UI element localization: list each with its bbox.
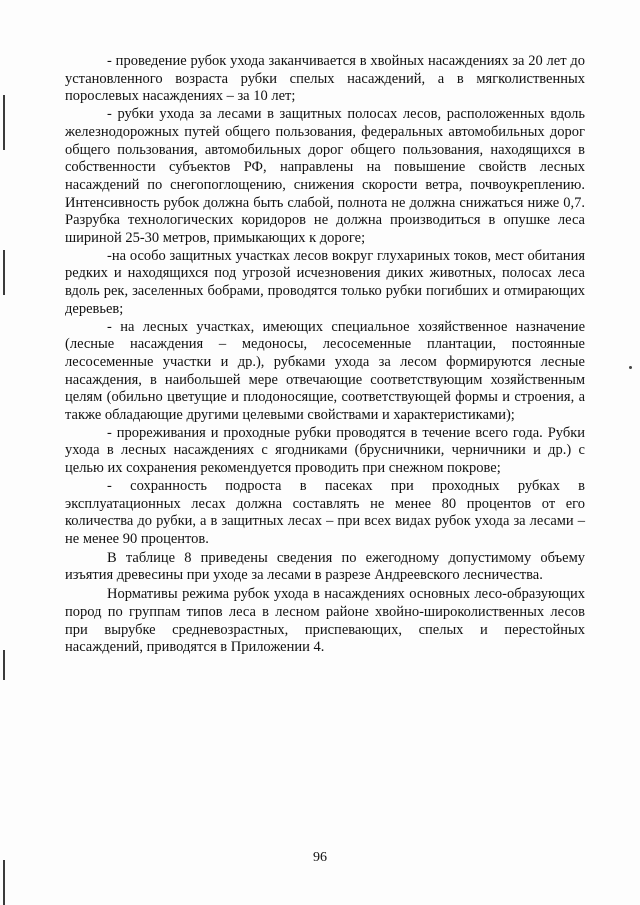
scan-edge-mark — [3, 250, 5, 295]
scan-edge-mark — [3, 650, 5, 680]
paragraph: - сохранность подроста в пасеках при проходных рубках в эксплуатационных лесах должна составлять не менее 80 процентов от его количества до рубки, а в защитных лесах – при всех видах рубок ухода за лесами – не менее 90 процентов. — [65, 477, 585, 547]
scan-speck — [629, 366, 632, 369]
paragraph: - рубки ухода за лесами в защитных полосах лесов, расположенных вдоль железнодорожных путей общего пользования, федеральных автомобильных дорог общего пользования, автомобильных дорог общего пользования, находящихся в собственности субъектов РФ, направлены на повышение свойств лесных насаждений по снегопоглощению, снижения скорости ветра, почвоукреплению. Интенсивность рубок должна быть слабой, полнота не должна снижаться ниже 0,7. Разрубка технологических коридоров не должна производиться в опушке леса шириной 25-30 метров, примыкающих к дороге; — [65, 106, 585, 247]
paragraph: - проведение рубок ухода заканчивается в хвойных насаждениях за 20 лет до установленного возраста рубки спелых насаждений, а в мягколиственных порослевых насаждениях – за 10 лет; — [65, 53, 585, 105]
paragraph: -на особо защитных участках лесов вокруг глухариных токов, мест обитания редких и находящихся под угрозой исчезновения диких животных, полосах леса вдоль рек, заселенных бобрами, проводятся только рубки погибших и отмирающих деревьев; — [65, 247, 585, 317]
paragraph: - на лесных участках, имеющих специальное хозяйственное назначение (лесные насаждения – медоносы, лесосеменные плантации, постоянные лесосеменные участки и др.), рубками ухода за лесом формируются лесные насаждения, в наибольшей мере отвечающие соответствующим хозяйственным целям (обильно цветущие и плодоносящие, соответствующей формы и строения, а также обладающие другими целевыми свойствами и характеристиками); — [65, 318, 585, 424]
paragraph: - прореживания и проходные рубки проводятся в течение всего года. Рубки ухода в лесных насаждениях с ягодниками (брусничники, черничники и др.) с целью их сохранения рекомендуется проводить при снежном покрове; — [65, 424, 585, 477]
scan-edge-mark — [3, 860, 5, 905]
scan-edge-mark — [3, 95, 5, 150]
body-text — [65, 53, 585, 657]
page-number: 96 — [313, 850, 327, 865]
paragraph: Нормативы режима рубок ухода в насаждениях основных лесо-образующих пород по группам типов леса в лесном районе хвойно-широколиственных лесов при вырубке средневозрастных, приспевающих, спелых и перестойных насаждений, приводятся в Приложении 4. — [65, 586, 585, 656]
paragraph: В таблице 8 приведены сведения по ежегодному допустимому объему изъятия древесины при уходе за лесами в разрезе Андреевского лесничества. — [65, 549, 585, 584]
